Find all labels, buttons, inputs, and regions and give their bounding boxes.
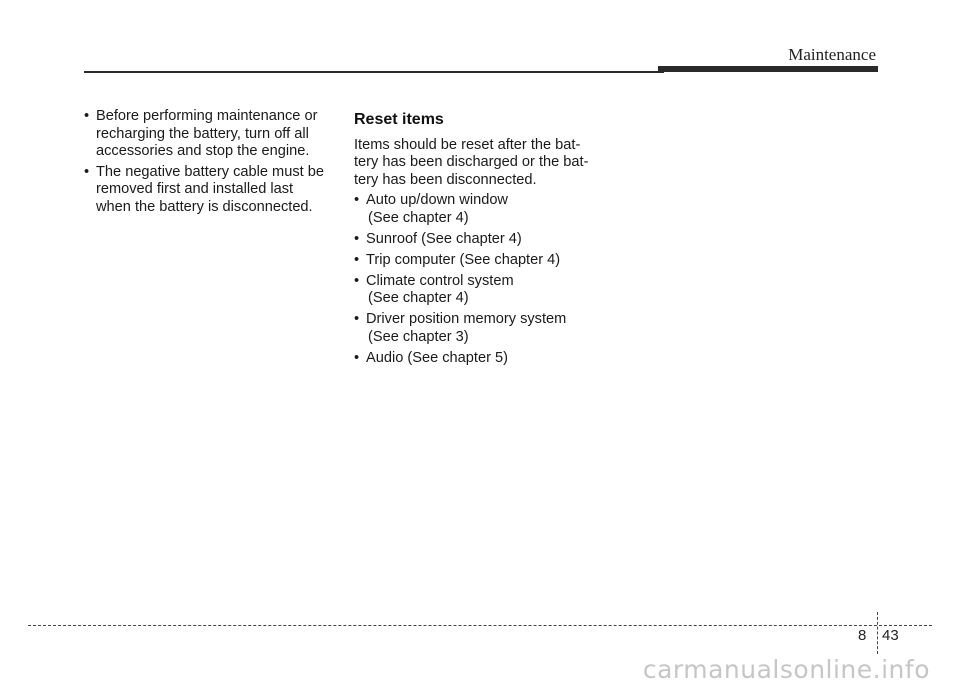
list-item-label: Sunroof (See chapter 4) — [366, 230, 522, 247]
reset-items-column — [354, 111, 606, 371]
chapter-number: 8 — [858, 627, 867, 644]
list-item-sub: (See chapter 3) — [368, 328, 469, 345]
left-column — [84, 108, 334, 219]
list-item — [354, 273, 606, 308]
list-item-label: Trip computer (See chapter 4) — [366, 251, 561, 268]
page-number: 43 — [882, 627, 899, 644]
intro-line: tery has been discharged or the bat- — [354, 154, 589, 170]
intro-line: Items should be reset after the bat- — [354, 136, 581, 153]
footer-divider — [877, 612, 878, 654]
list-item-line: • Before performing maintenance or — [96, 108, 318, 124]
list-item — [354, 350, 606, 368]
list-item — [354, 192, 606, 227]
list-item-sub: (See chapter 4) — [368, 209, 469, 226]
list-item-sub: (See chapter 4) — [368, 290, 469, 306]
reset-items-heading: Reset items — [354, 111, 444, 128]
reset-items-list — [354, 192, 606, 367]
list-item-label: Driver position memory system — [366, 311, 567, 327]
list-item-label: Audio (See chapter 5) — [366, 349, 508, 366]
footer-rule — [28, 625, 932, 626]
reset-items-intro — [354, 137, 606, 190]
header-rule-accent — [658, 66, 878, 72]
list-item-line: • The negative battery cable must be — [96, 163, 324, 180]
watermark: carmanualsonline.info — [642, 655, 930, 684]
list-item-line: accessories and stop the engine. — [96, 143, 310, 159]
precautions-list — [84, 108, 334, 216]
list-item — [354, 311, 606, 346]
list-item-label: Climate control system — [366, 272, 514, 289]
list-item-line: removed first and installed last — [96, 181, 294, 197]
list-item-label: Auto up/down window — [366, 192, 508, 208]
list-item-line: when the battery is disconnected. — [96, 198, 313, 215]
list-item-line: recharging the battery, turn off all — [96, 125, 309, 142]
header-rule — [84, 71, 664, 73]
list-item — [84, 164, 334, 217]
section-title: Maintenance — [788, 45, 876, 64]
list-item — [354, 231, 606, 249]
intro-line: tery has been disconnected. — [354, 171, 537, 188]
list-item — [84, 108, 334, 161]
list-item — [354, 252, 606, 270]
